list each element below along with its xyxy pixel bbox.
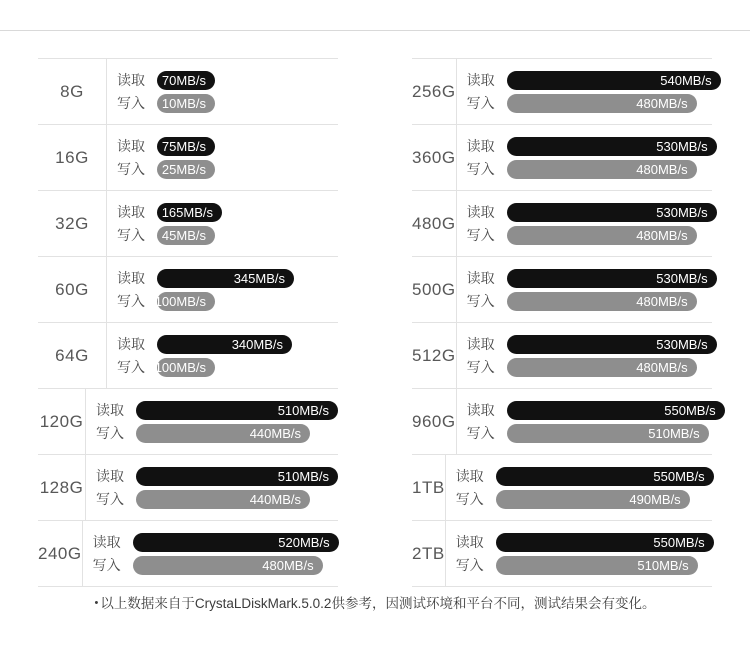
read-series-label: 读取 xyxy=(92,534,121,550)
capacity-label: 360G xyxy=(412,125,457,190)
write-bar-row xyxy=(467,424,725,443)
read-bar-row xyxy=(117,137,338,156)
read-series-label: 读取 xyxy=(466,402,495,418)
capacity-label: 500G xyxy=(412,257,457,322)
capacity-label: 16G xyxy=(38,125,107,190)
write-bar: 440MB/s xyxy=(136,490,310,509)
write-bar-row xyxy=(96,490,338,509)
footnote xyxy=(0,592,750,612)
write-bar: 510MB/s xyxy=(507,424,709,443)
write-series-label: 写入 xyxy=(466,425,495,441)
read-series-label: 读取 xyxy=(466,138,495,154)
bar-group xyxy=(457,125,717,190)
write-bar-row xyxy=(117,226,338,245)
capacity-label: 120G xyxy=(38,389,86,454)
write-series-label: 写入 xyxy=(96,491,124,507)
read-series-label: 读取 xyxy=(96,468,124,484)
read-bar: 530MB/s xyxy=(507,269,717,288)
write-series-label: 写入 xyxy=(455,557,484,573)
read-bar: 340MB/s xyxy=(157,335,292,354)
bar-group xyxy=(446,455,714,520)
table-row xyxy=(412,58,712,125)
read-bar: 70MB/s xyxy=(157,71,215,90)
read-series-label: 读取 xyxy=(455,468,484,484)
write-bar-row xyxy=(456,490,714,509)
write-series-label: 写入 xyxy=(117,161,145,177)
capacity-label: 60G xyxy=(38,257,107,322)
read-bar: 510MB/s xyxy=(136,401,338,420)
read-bar: 345MB/s xyxy=(157,269,294,288)
write-bar: 10MB/s xyxy=(157,94,215,113)
table-row xyxy=(38,389,338,455)
bar-group xyxy=(107,59,338,124)
write-series-label: 写入 xyxy=(466,161,495,177)
read-series-label: 读取 xyxy=(466,204,495,220)
capacity-label: 128G xyxy=(38,455,86,520)
read-bar: 75MB/s xyxy=(157,137,215,156)
write-bar: 480MB/s xyxy=(507,160,697,179)
write-bar-row xyxy=(467,358,717,377)
table-row xyxy=(38,455,338,521)
write-series-label: 写入 xyxy=(466,293,495,309)
write-series-label: 写入 xyxy=(117,227,145,243)
read-bar-row xyxy=(117,203,338,222)
read-bar-row xyxy=(467,269,717,288)
write-bar-row xyxy=(117,358,338,377)
read-bar: 550MB/s xyxy=(496,467,714,486)
bar-group xyxy=(86,455,338,520)
bar-group xyxy=(457,59,721,124)
capacity-label: 480G xyxy=(412,191,457,256)
write-bar: 490MB/s xyxy=(496,490,690,509)
table-row xyxy=(412,257,712,323)
table-row xyxy=(412,389,716,455)
capacity-label: 32G xyxy=(38,191,107,256)
bar-group xyxy=(83,521,339,586)
bar-group xyxy=(446,521,714,586)
capacity-label: 1TB xyxy=(412,455,446,520)
write-bar: 100MB/s xyxy=(157,292,215,311)
read-series-label: 读取 xyxy=(117,72,145,88)
read-series-label: 读取 xyxy=(466,72,495,88)
table-row xyxy=(412,323,712,389)
chart-columns xyxy=(0,58,750,587)
top-divider xyxy=(0,30,750,31)
write-bar-row xyxy=(467,160,717,179)
bar-group xyxy=(107,257,338,322)
footnote-text: 以上数据来自于CrystaLDiskMark.5.0.2供参考，因测试环境和平台不同，测试结果会有变化。 xyxy=(100,596,656,611)
write-series-label: 写入 xyxy=(117,95,145,111)
read-bar: 530MB/s xyxy=(507,203,717,222)
write-bar: 480MB/s xyxy=(133,556,323,575)
write-series-label: 写入 xyxy=(117,359,145,375)
table-row xyxy=(412,455,712,521)
write-bar-row xyxy=(117,292,338,311)
read-bar: 550MB/s xyxy=(496,533,714,552)
read-bar: 530MB/s xyxy=(507,137,717,156)
bar-group xyxy=(457,389,725,454)
write-bar-row xyxy=(96,424,338,443)
write-bar: 480MB/s xyxy=(507,226,697,245)
read-bar: 165MB/s xyxy=(157,203,222,222)
read-series-label: 读取 xyxy=(466,336,495,352)
table-row xyxy=(412,521,712,587)
chart-column-right xyxy=(412,58,716,587)
write-series-label: 写入 xyxy=(117,293,145,309)
read-bar-row xyxy=(117,335,338,354)
bar-group xyxy=(107,323,338,388)
read-series-label: 读取 xyxy=(117,270,145,286)
read-bar-row xyxy=(467,203,717,222)
read-bar-row xyxy=(467,137,717,156)
chart-column-left xyxy=(38,58,338,587)
read-series-label: 读取 xyxy=(117,336,145,352)
write-bar-row xyxy=(467,292,717,311)
table-row xyxy=(38,257,338,323)
write-bar: 480MB/s xyxy=(507,358,697,377)
capacity-label: 960G xyxy=(412,389,457,454)
capacity-label: 512G xyxy=(412,323,457,388)
bar-group xyxy=(107,191,338,256)
table-row xyxy=(38,58,338,125)
write-series-label: 写入 xyxy=(466,95,495,111)
read-series-label: 读取 xyxy=(455,534,484,550)
bullet-icon: • xyxy=(94,597,99,609)
table-row xyxy=(38,125,338,191)
capacity-label: 256G xyxy=(412,59,457,124)
capacity-label: 64G xyxy=(38,323,107,388)
write-bar-row xyxy=(467,94,721,113)
write-bar: 480MB/s xyxy=(507,292,697,311)
read-series-label: 读取 xyxy=(96,402,124,418)
read-bar: 540MB/s xyxy=(507,71,721,90)
read-bar-row xyxy=(93,533,339,552)
read-bar-row xyxy=(467,71,721,90)
bar-group xyxy=(457,323,717,388)
capacity-label: 2TB xyxy=(412,521,446,586)
write-series-label: 写入 xyxy=(466,227,495,243)
write-bar-row xyxy=(467,226,717,245)
read-bar-row xyxy=(96,401,338,420)
table-row xyxy=(412,191,712,257)
read-series-label: 读取 xyxy=(466,270,495,286)
write-bar-row xyxy=(117,94,338,113)
bar-group xyxy=(107,125,338,190)
table-row xyxy=(38,521,338,587)
read-bar: 550MB/s xyxy=(507,401,725,420)
spec-chart xyxy=(0,58,750,587)
read-bar-row xyxy=(117,71,338,90)
write-bar: 480MB/s xyxy=(507,94,697,113)
write-series-label: 写入 xyxy=(92,557,121,573)
write-bar-row xyxy=(93,556,339,575)
write-series-label: 写入 xyxy=(455,491,484,507)
write-bar: 440MB/s xyxy=(136,424,310,443)
bar-group xyxy=(457,191,717,256)
write-series-label: 写入 xyxy=(466,359,495,375)
bar-group xyxy=(457,257,717,322)
read-bar-row xyxy=(467,335,717,354)
bar-group xyxy=(86,389,338,454)
write-bar: 100MB/s xyxy=(157,358,215,377)
read-bar-row xyxy=(456,533,714,552)
read-bar: 520MB/s xyxy=(133,533,339,552)
write-bar: 510MB/s xyxy=(496,556,698,575)
table-row xyxy=(38,323,338,389)
read-bar-row xyxy=(117,269,338,288)
write-bar-row xyxy=(456,556,714,575)
write-series-label: 写入 xyxy=(96,425,124,441)
write-bar: 25MB/s xyxy=(157,160,215,179)
read-series-label: 读取 xyxy=(117,204,145,220)
read-bar-row xyxy=(456,467,714,486)
read-series-label: 读取 xyxy=(117,138,145,154)
read-bar: 530MB/s xyxy=(507,335,717,354)
write-bar-row xyxy=(117,160,338,179)
table-row xyxy=(412,125,712,191)
table-row xyxy=(38,191,338,257)
read-bar-row xyxy=(467,401,725,420)
capacity-label: 8G xyxy=(38,59,107,124)
read-bar-row xyxy=(96,467,338,486)
write-bar: 45MB/s xyxy=(157,226,215,245)
capacity-label: 240G xyxy=(38,521,83,586)
read-bar: 510MB/s xyxy=(136,467,338,486)
